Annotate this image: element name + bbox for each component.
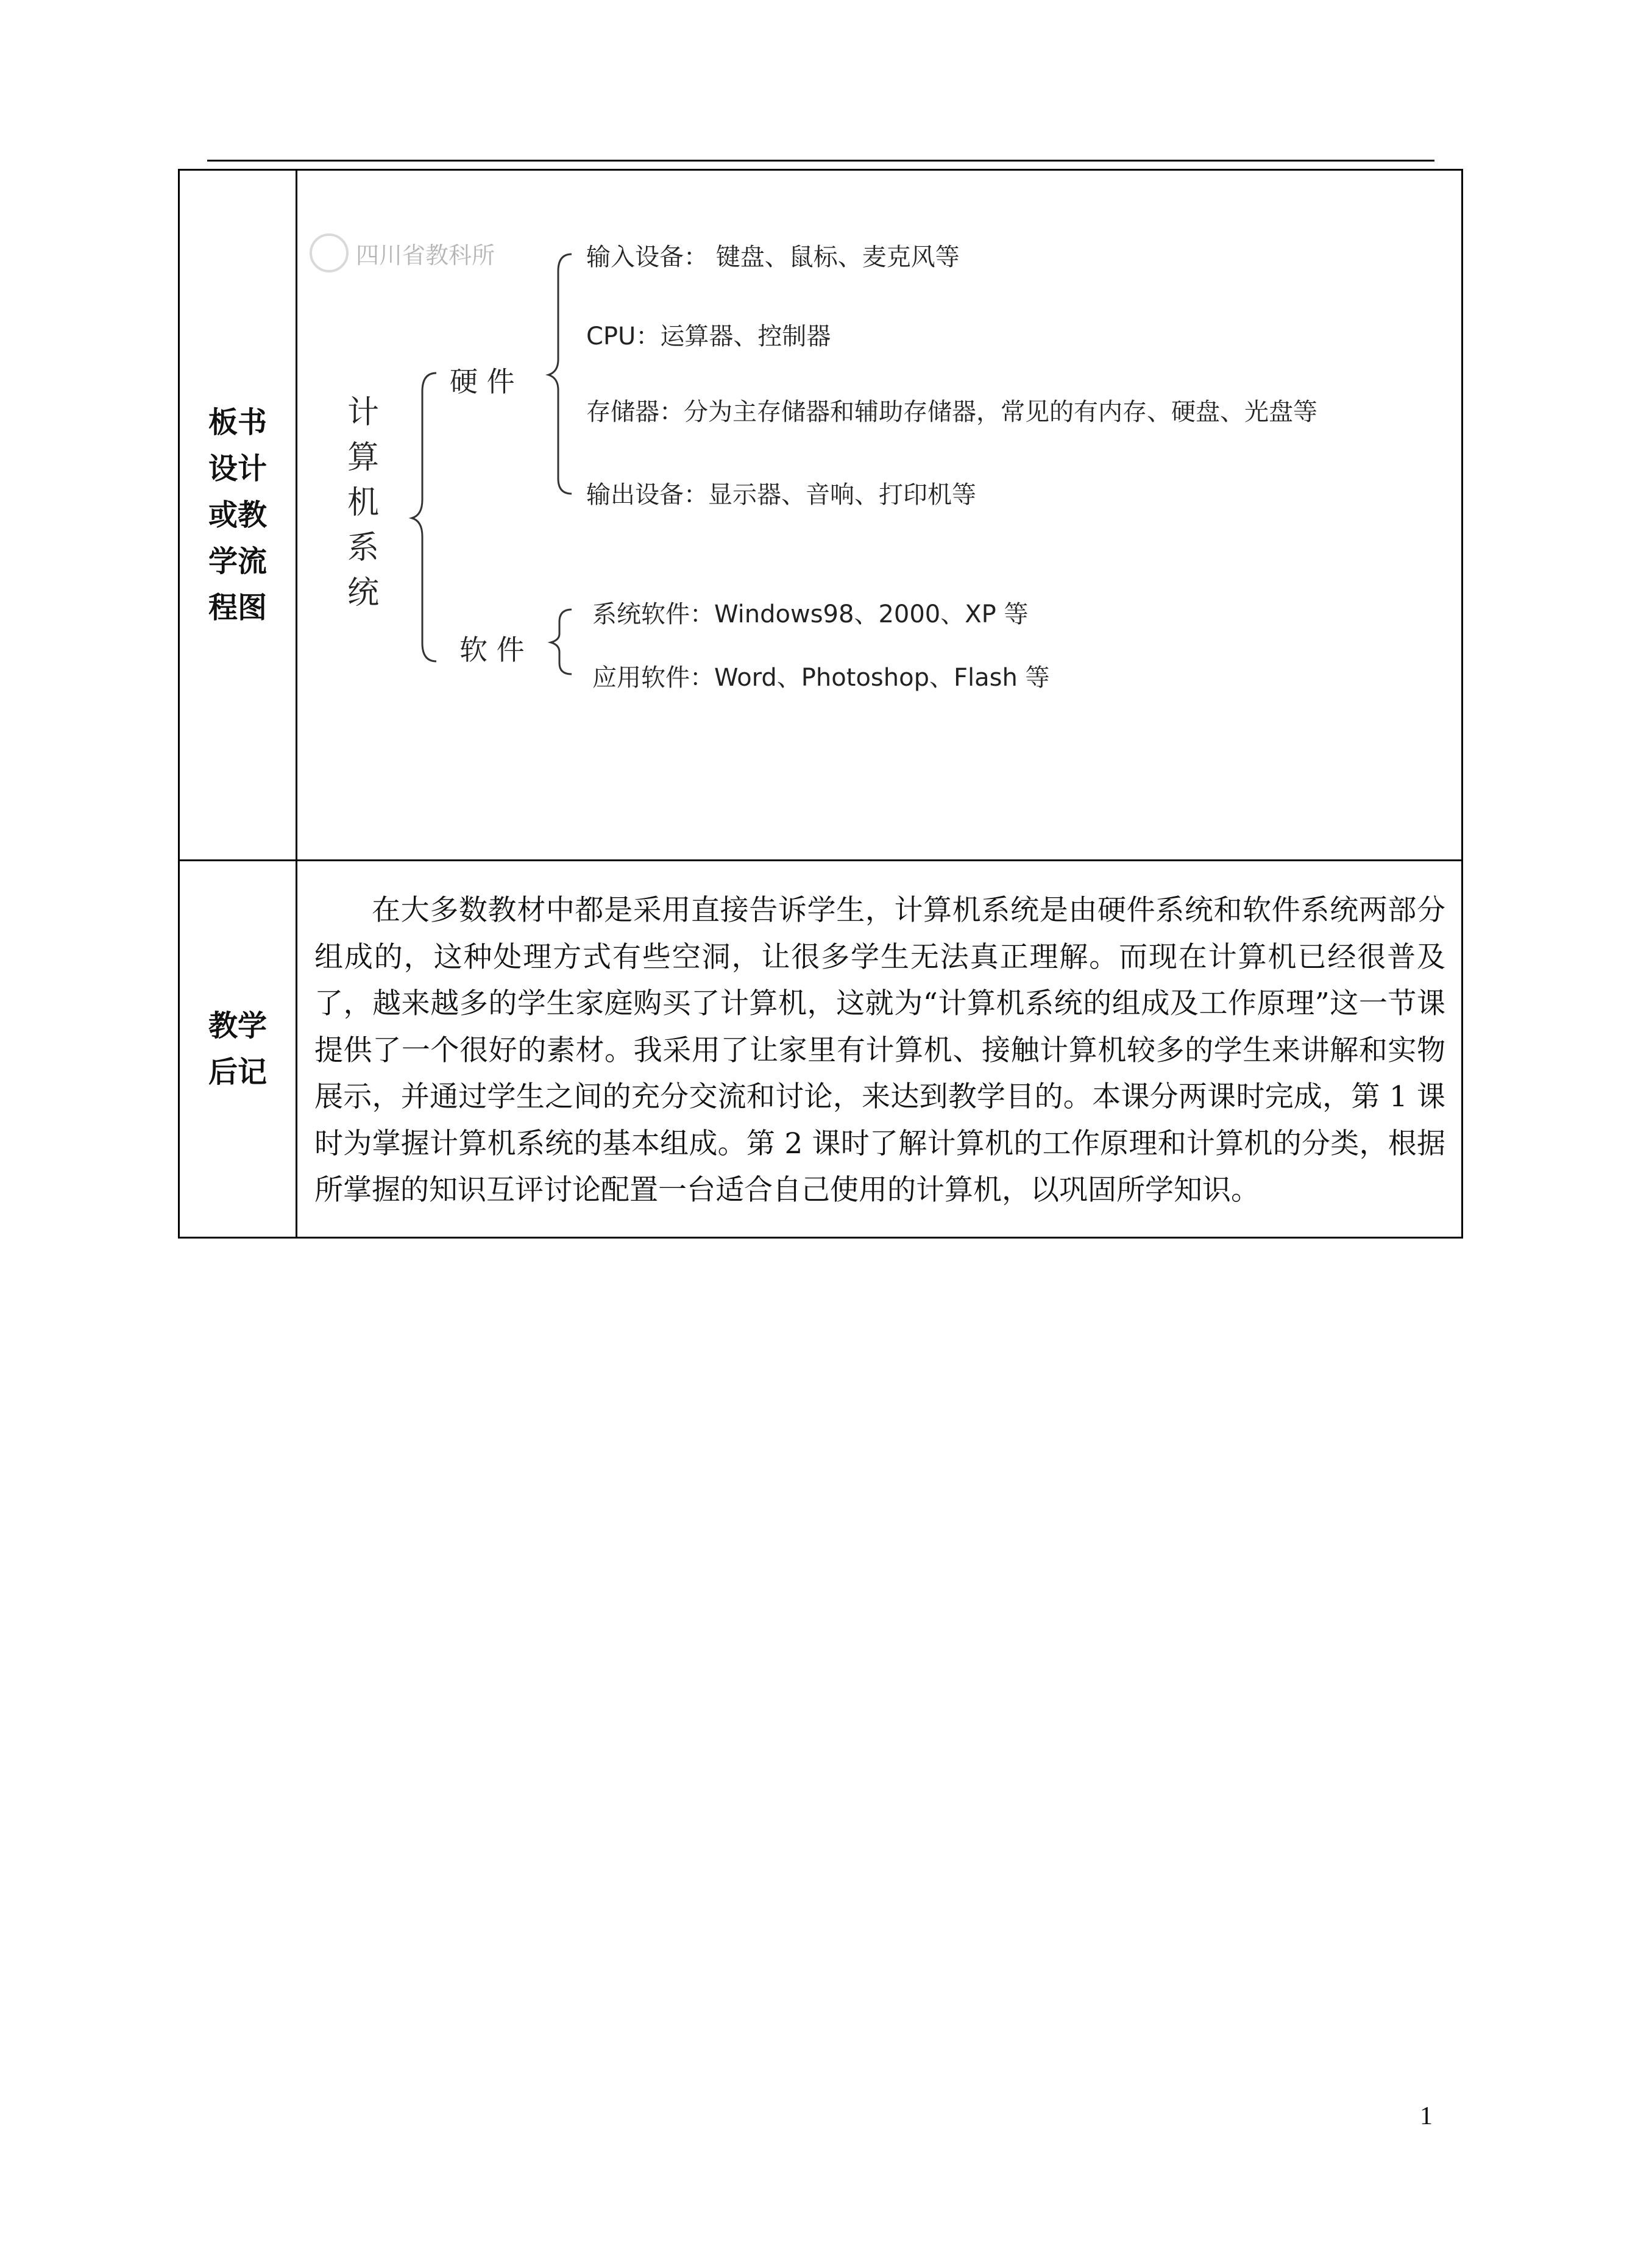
diagram-root-label: 计算机系统: [347, 394, 379, 611]
table-row-board-design: [179, 170, 1462, 861]
table-row-reflection: [179, 861, 1462, 1238]
hardware-item-input: 输入设备： 键盘、鼠标、麦克风等: [586, 243, 960, 271]
hardware-brace: [548, 254, 572, 494]
software-label: 软 件: [459, 633, 525, 666]
computer-system-diagram: [297, 171, 1464, 859]
main-brace: [412, 373, 436, 661]
software-brace: [551, 610, 572, 674]
row-label-cell: [179, 861, 297, 1238]
diagram-cell: [297, 170, 1462, 861]
software-item-system: 系统软件：Windows98、2000、XP 等: [592, 600, 1029, 628]
lesson-plan-table: [178, 169, 1463, 1239]
row-label-board-design: 板书设计或教学流程图: [208, 405, 267, 625]
watermark-text: 四川省教科所: [356, 241, 495, 269]
hardware-label: 硬 件: [450, 365, 515, 398]
row-label-cell: [179, 170, 297, 861]
brace-lines: [297, 171, 1464, 859]
hardware-item-cpu: CPU：运算器、控制器: [586, 322, 831, 350]
header-rule: [207, 160, 1434, 162]
software-item-application: 应用软件：Word、Photoshop、Flash 等: [592, 664, 1050, 692]
hardware-item-storage: 存储器：分为主存储器和辅助存储器，常见的有内存、硬盘、光盘等: [586, 398, 1317, 426]
row-label-reflection: 教学后记: [208, 1009, 267, 1089]
hardware-item-output: 输出设备：显示器、音响、打印机等: [586, 481, 976, 509]
reflection-paragraph: 在大多数教材中都是采用直接告诉学生，计算机系统是由硬件系统和软件系统两部分组成的，这种处理方式有些空洞，让很多学生无法真正理解。而现在计算机已经很普及了，越来越多的学生家庭购买了计算机，这就为“计算机系统的组成及工作原理”这一节课提供了一个很好的素材。我采用了让家里有计算机、接触计算机较多的学生来讲解和实物展示，并通过学生之间的充分交流和讨论，来达到教学目的。本课分两课时完成，第 1 课时为掌握计算机系统的基本组成。第 2 课时了解计算机的工作原理和计算机的分类，根据所掌握的知识互评讨论配置一台适合自己使用的计算机，以巩固所学知识。: [314, 894, 1445, 1207]
page-number: 1: [1420, 2102, 1433, 2130]
reflection-cell: [297, 861, 1462, 1238]
